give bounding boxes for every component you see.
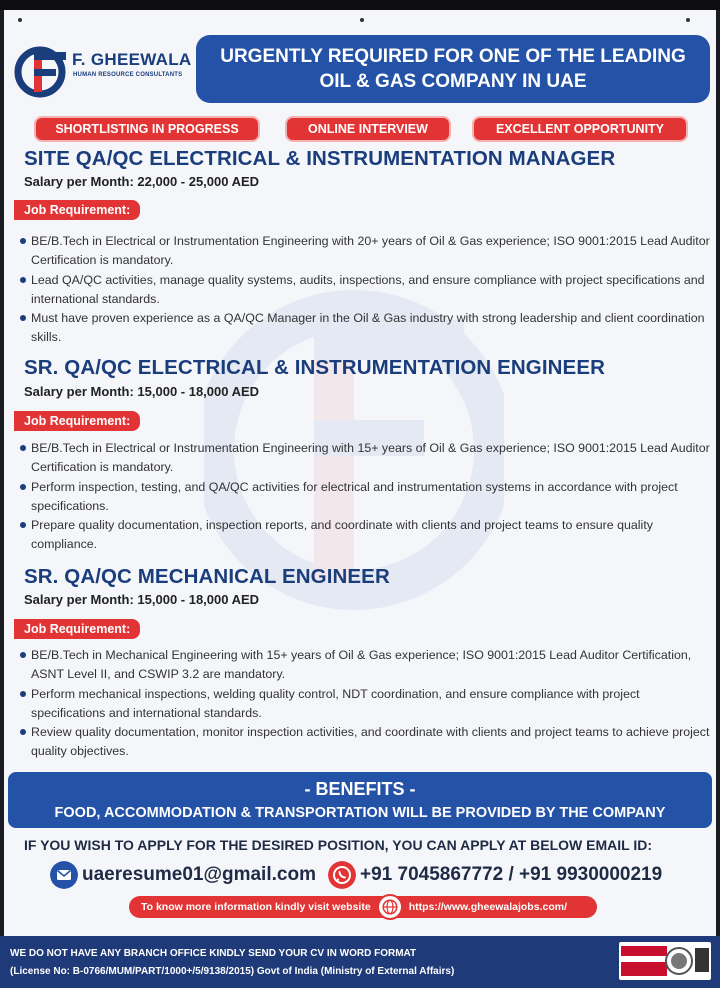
footer-license: (License No: B-0766/MUM/PART/1000+/5/9138/2015) Govt of India (Ministry of External Affairs): [10, 966, 455, 977]
job-salary: Salary per Month: 15,000 - 18,000 AED: [24, 592, 260, 607]
brand-tagline: HUMAN RESOURCE CONSULTANTS: [73, 72, 183, 78]
headline-line-1: URGENTLY REQUIRED FOR ONE OF THE LEADING: [220, 46, 686, 67]
job-salary: Salary per Month: 15,000 - 18,000 AED: [24, 384, 260, 399]
requirement-list: [18, 232, 710, 348]
benefits-heading: - BENEFITS -: [304, 779, 416, 799]
pin-dot: [686, 18, 690, 22]
job-title: SR. QA/QC ELECTRICAL & INSTRUMENTATION ENGINEER: [24, 356, 605, 379]
footer-notice: WE DO NOT HAVE ANY BRANCH OFFICE KINDLY SEND YOUR CV IN WORD FORMAT: [10, 948, 417, 959]
job-title: SITE QA/QC ELECTRICAL & INSTRUMENTATION MANAGER: [24, 147, 616, 170]
brand-name: F. GHEEWALA: [72, 50, 192, 69]
email-icon: [50, 861, 78, 889]
phone-contact[interactable]: [328, 860, 662, 890]
list-item: Perform mechanical inspections, welding quality control, NDT coordination, and ensure compliance with project specifications and international standards.: [18, 685, 710, 724]
footer-bar: [0, 936, 720, 988]
apply-instructions: IF YOU WISH TO APPLY FOR THE DESIRED POSITION, YOU CAN APPLY AT BELOW EMAIL ID:: [24, 837, 653, 853]
job-salary: Salary per Month: 22,000 - 25,000 AED: [24, 174, 260, 189]
email-link[interactable]: uaeresume01@gmail.com: [82, 864, 316, 885]
website-prompt: To know more information kindly visit website: [141, 901, 371, 913]
globe-icon: [377, 894, 403, 920]
benefits-text: FOOD, ACCOMMODATION & TRANSPORTATION WILL BE PROVIDED BY THE COMPANY: [54, 805, 666, 821]
logo-mark-icon: [14, 42, 70, 98]
phone-numbers[interactable]: +91 7045867772 / +91 9930000219: [360, 864, 663, 885]
requirement-list: [18, 439, 710, 555]
list-item: Prepare quality documentation, inspection reports, and coordinate with clients and project teams to ensure quality compliance.: [18, 516, 710, 555]
headline-line-2: OIL & GAS COMPANY IN UAE: [319, 71, 587, 92]
tag-excellent-opportunity: EXCELLENT OPPORTUNITY: [474, 118, 686, 140]
job-requirement-label: Job Requirement:: [14, 200, 140, 220]
company-logo: [14, 40, 194, 100]
website-bar[interactable]: [129, 896, 597, 918]
list-item: Perform inspection, testing, and QA/QC activities for electrical and instrumentation systems in accordance with project specifications.: [18, 478, 710, 517]
email-contact[interactable]: [50, 860, 316, 890]
tag-online-interview: ONLINE INTERVIEW: [287, 118, 449, 140]
list-item: BE/B.Tech in Electrical or Instrumentation Engineering with 20+ years of Oil & Gas experience; ISO 9001:2015 Lead Auditor Certification is mandatory.: [18, 232, 710, 271]
pin-dot: [18, 18, 22, 22]
list-item: BE/B.Tech in Electrical or Instrumentation Engineering with 15+ years of Oil & Gas experience; ISO 9001:2015 Lead Auditor Certification is mandatory.: [18, 439, 710, 478]
job-poster: [4, 10, 716, 936]
requirement-list: [18, 646, 710, 762]
benefits-banner: [8, 772, 712, 828]
whatsapp-icon: [328, 861, 356, 889]
job-requirement-label: Job Requirement:: [14, 619, 140, 639]
headline-banner: [196, 35, 710, 103]
job-requirement-label: Job Requirement:: [14, 411, 140, 431]
list-item: Must have proven experience as a QA/QC Manager in the Oil & Gas industry with strong leadership and client coordination skills.: [18, 309, 710, 348]
list-item: Lead QA/QC activities, manage quality systems, audits, inspections, and ensure compliance with project specifications and international standards.: [18, 271, 710, 310]
tag-shortlisting: SHORTLISTING IN PROGRESS: [36, 118, 258, 140]
job-title: SR. QA/QC MECHANICAL ENGINEER: [24, 565, 390, 588]
top-bar: [0, 0, 720, 10]
list-item: BE/B.Tech in Mechanical Engineering with 15+ years of Oil & Gas experience; ISO 9001:2015 Lead Auditor Certification, ASNT Level II, and CSWIP 3.2 are mandatory.: [18, 646, 710, 685]
list-item: Review quality documentation, monitor inspection activities, and coordinate with clients and project teams to achieve project quality objectives.: [18, 723, 710, 762]
website-link[interactable]: https://www.gheewalajobs.com/: [408, 901, 567, 913]
pin-dot: [360, 18, 364, 22]
certification-badges: [619, 942, 711, 980]
